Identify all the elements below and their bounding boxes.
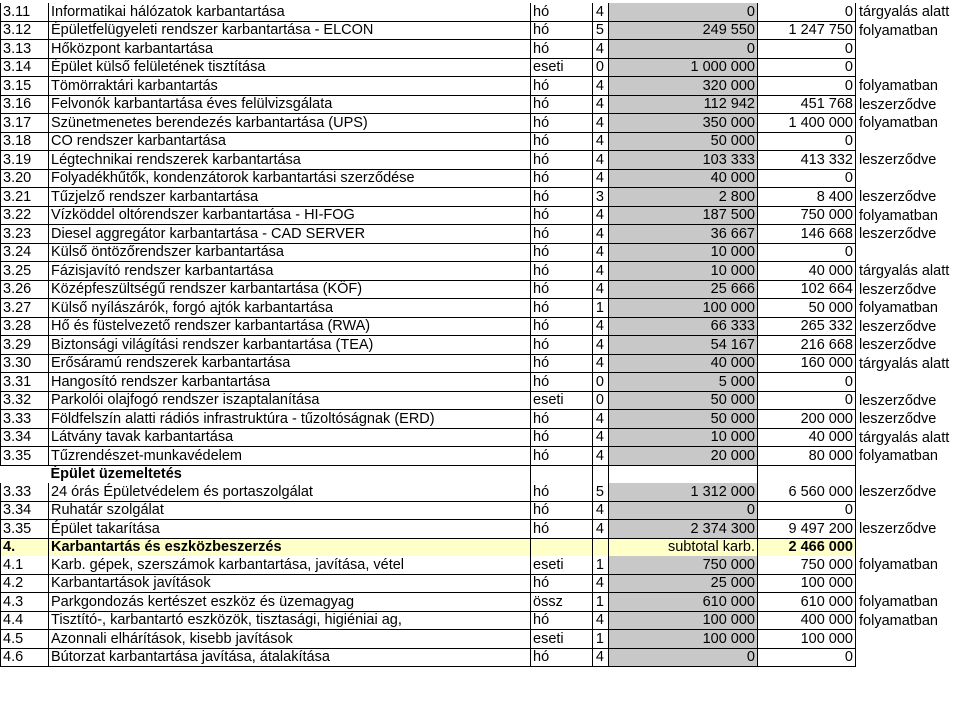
cell-unit-price[interactable]: 100 000 — [609, 611, 758, 630]
cell-total[interactable]: 40 000 — [758, 262, 856, 281]
cell-quantity[interactable]: 4 — [593, 574, 609, 593]
cell-unit-price[interactable]: 350 000 — [609, 114, 758, 133]
table-row — [1, 556, 960, 574]
cell-description[interactable]: Erősáramú rendszerek karbantartása — [49, 354, 531, 373]
cell-unit-price[interactable]: 10 000 — [609, 243, 758, 262]
cell-unit-price[interactable]: 249 550 — [609, 21, 758, 40]
cell-description[interactable]: Tömörraktári karbantartás — [49, 77, 531, 96]
cell-quantity[interactable]: 1 — [593, 299, 609, 318]
cell-total[interactable]: 0 — [758, 648, 856, 667]
table-row — [1, 354, 960, 373]
cell-unit[interactable]: hó — [531, 520, 593, 539]
cell-status[interactable]: leszerződve — [859, 337, 937, 353]
table-row — [1, 611, 960, 630]
cell-total[interactable]: 2 466 000 — [758, 538, 856, 556]
table-row — [1, 225, 960, 244]
cell-status[interactable] — [856, 630, 960, 649]
cell-status[interactable] — [856, 574, 960, 593]
cell-unit-price[interactable]: 112 942 — [609, 95, 758, 114]
category-header-row — [1, 538, 960, 556]
cell-quantity[interactable]: 4 — [593, 520, 609, 539]
cell-status[interactable]: leszerződve — [859, 152, 937, 168]
cell-total[interactable]: 100 000 — [758, 630, 856, 649]
cell-quantity[interactable]: 4 — [593, 648, 609, 667]
cell-description[interactable]: Földfelszín alatti rádiós infrastruktúra - tűzoltóságnak (ERD) — [49, 410, 531, 429]
cell-total[interactable]: 80 000 — [758, 447, 856, 466]
cell-status[interactable] — [856, 538, 960, 556]
cell-status[interactable]: leszerződve — [859, 484, 937, 500]
cell-status[interactable]: folyamatban — [859, 207, 938, 224]
table-row — [1, 520, 960, 539]
cell-unit[interactable]: hó — [531, 114, 593, 133]
cell-total[interactable]: 0 — [758, 132, 856, 151]
table-row — [1, 21, 960, 40]
cell-unit[interactable]: hó — [531, 206, 593, 225]
cell-status[interactable]: leszerződve — [859, 392, 937, 409]
cell-unit[interactable]: eseti — [531, 58, 593, 77]
cell-unit-price[interactable]: 2 800 — [609, 188, 758, 207]
cell-status[interactable] — [856, 648, 960, 667]
cell-quantity[interactable]: 1 — [593, 556, 609, 574]
cell-description[interactable]: Felvonók karbantartása éves felülvizsgálata — [49, 95, 531, 114]
cell-quantity[interactable]: 4 — [593, 169, 609, 188]
cell-total[interactable]: 146 668 — [758, 225, 856, 244]
cell-number[interactable]: 3.21 — [1, 188, 49, 207]
cell-quantity[interactable]: 4 — [593, 428, 609, 447]
cell-unit-price[interactable]: 10 000 — [609, 428, 758, 447]
cell-number[interactable]: 3.25 — [1, 262, 49, 281]
cell-unit-price[interactable]: subtotal karb. — [609, 538, 758, 556]
cell-description[interactable]: Légtechnikai rendszerek karbantartása — [49, 151, 531, 170]
table-row — [1, 501, 960, 520]
cell-quantity[interactable]: 4 — [593, 206, 609, 225]
cell-unit[interactable]: hó — [531, 95, 593, 114]
table-row — [1, 299, 960, 318]
maintenance-table — [0, 3, 960, 667]
cell-unit-price[interactable]: 1 312 000 — [609, 483, 758, 501]
cell-unit[interactable]: hó — [531, 188, 593, 207]
cell-number[interactable]: 4.3 — [1, 593, 49, 612]
cell-quantity[interactable]: 4 — [593, 132, 609, 151]
cell-quantity[interactable]: 4 — [593, 317, 609, 336]
cell-quantity[interactable]: 4 — [593, 243, 609, 262]
cell-number[interactable]: 4. — [1, 538, 49, 556]
table-row — [1, 391, 960, 410]
cell-quantity[interactable]: 5 — [593, 21, 609, 40]
cell-description[interactable]: Bútorzat karbantartása javítása, átalakítása — [49, 648, 531, 667]
cell-total[interactable]: 1 247 750 — [758, 21, 856, 40]
cell-unit[interactable]: eseti — [531, 391, 593, 410]
cell-unit[interactable]: hó — [531, 243, 593, 262]
cell-unit-price[interactable]: 20 000 — [609, 447, 758, 466]
cell-status[interactable] — [856, 40, 960, 59]
table-row — [1, 373, 960, 392]
cell-unit-price[interactable]: 0 — [609, 648, 758, 667]
cell-unit[interactable]: hó — [531, 280, 593, 299]
cell-description[interactable]: Fázisjavító rendszer karbantartása — [49, 262, 531, 281]
table-row — [1, 630, 960, 649]
cell-unit-price[interactable]: 2 374 300 — [609, 520, 758, 539]
cell-number[interactable]: 4.5 — [1, 630, 49, 649]
cell-unit[interactable]: hó — [531, 40, 593, 59]
table-row — [1, 40, 960, 59]
cell-description[interactable]: 24 órás Épületvédelem és portaszolgálat — [49, 483, 531, 501]
cell-unit-price[interactable]: 40 000 — [609, 169, 758, 188]
cell-total[interactable]: 200 000 — [758, 410, 856, 429]
cell-status[interactable]: tárgyalás alatt — [859, 429, 950, 446]
cell-quantity[interactable]: 5 — [593, 483, 609, 501]
cell-quantity[interactable]: 4 — [593, 611, 609, 630]
cell-number[interactable]: 4.4 — [1, 611, 49, 630]
cell-description[interactable]: Hő és füstelvezető rendszer karbantartása (RWA) — [49, 317, 531, 336]
cell-number[interactable]: 3.26 — [1, 280, 49, 299]
cell-total[interactable]: 451 768 — [758, 95, 856, 114]
cell-description[interactable]: Biztonsági világítási rendszer karbantartása (TEA) — [49, 336, 531, 355]
cell-total[interactable]: 0 — [758, 77, 856, 96]
cell-unit-price[interactable]: 54 167 — [609, 336, 758, 355]
cell-number[interactable]: 3.19 — [1, 151, 49, 170]
table-row — [1, 447, 960, 466]
cell-total[interactable]: 750 000 — [758, 556, 856, 574]
cell-number[interactable]: 3.15 — [1, 77, 49, 96]
cell-total[interactable]: 8 400 — [758, 188, 856, 207]
table-row — [1, 317, 960, 336]
cell-unit-price[interactable]: 100 000 — [609, 299, 758, 318]
table-row — [1, 280, 960, 299]
table-row — [1, 428, 960, 447]
cell-quantity[interactable]: 4 — [593, 77, 609, 96]
cell-status[interactable] — [856, 243, 960, 262]
cell-quantity[interactable]: 4 — [593, 40, 609, 59]
cell-unit-price[interactable]: 320 000 — [609, 77, 758, 96]
cell-description[interactable]: Szünetmenetes berendezés karbantartása (UPS) — [49, 114, 531, 133]
table-row — [1, 77, 960, 96]
cell-unit[interactable]: hó — [531, 225, 593, 244]
cell-status[interactable]: folyamatban — [859, 22, 938, 39]
cell-number[interactable]: 3.14 — [1, 58, 49, 77]
cell-unit[interactable]: hó — [531, 648, 593, 667]
cell-unit-price[interactable]: 5 000 — [609, 373, 758, 392]
cell-quantity[interactable]: 0 — [593, 391, 609, 410]
cell-unit[interactable]: hó — [531, 299, 593, 318]
cell-unit-price[interactable]: 50 000 — [609, 391, 758, 410]
cell-status[interactable]: folyamatban — [859, 448, 938, 464]
cell-quantity[interactable]: 4 — [593, 3, 609, 21]
cell-status[interactable] — [856, 58, 960, 77]
cell-number[interactable]: 3.30 — [1, 354, 49, 373]
cell-unit-price[interactable]: 0 — [609, 3, 758, 21]
cell-quantity[interactable]: 4 — [593, 151, 609, 170]
cell-description[interactable]: Épület takarítása — [49, 520, 531, 539]
cell-status[interactable]: leszerződve — [859, 96, 937, 113]
cell-total[interactable] — [758, 465, 856, 483]
cell-total[interactable]: 50 000 — [758, 299, 856, 318]
cell-description[interactable]: Parkgondozás kertészet eszköz és üzemagyag — [49, 593, 531, 612]
cell-total[interactable]: 9 497 200 — [758, 520, 856, 539]
cell-total[interactable]: 160 000 — [758, 354, 856, 373]
table-row — [1, 336, 960, 355]
table-row — [1, 593, 960, 612]
cell-unit-price[interactable]: 750 000 — [609, 556, 758, 574]
cell-number[interactable]: 3.20 — [1, 169, 49, 188]
cell-quantity[interactable]: 4 — [593, 262, 609, 281]
cell-unit-price[interactable]: 100 000 — [609, 630, 758, 649]
cell-number[interactable]: 3.28 — [1, 317, 49, 336]
cell-unit-price[interactable]: 1 000 000 — [609, 58, 758, 77]
cell-total[interactable]: 216 668 — [758, 336, 856, 355]
cell-total[interactable]: 0 — [758, 40, 856, 59]
cell-quantity[interactable]: 0 — [593, 373, 609, 392]
cell-unit[interactable]: hó — [531, 410, 593, 429]
cell-total[interactable]: 750 000 — [758, 206, 856, 225]
cell-number[interactable]: 3.29 — [1, 336, 49, 355]
cell-total[interactable]: 400 000 — [758, 611, 856, 630]
section-header-row — [1, 465, 960, 483]
cell-quantity[interactable]: 3 — [593, 188, 609, 207]
table-row — [1, 58, 960, 77]
cell-status[interactable] — [856, 465, 960, 483]
cell-number[interactable]: 4.6 — [1, 648, 49, 667]
cell-unit-price[interactable]: 50 000 — [609, 410, 758, 429]
cell-total[interactable]: 413 332 — [758, 151, 856, 170]
cell-unit[interactable]: hó — [531, 336, 593, 355]
cell-unit[interactable]: hó — [531, 169, 593, 188]
cell-unit-price[interactable]: 40 000 — [609, 354, 758, 373]
cell-total[interactable]: 0 — [758, 243, 856, 262]
cell-number[interactable]: 3.33 — [1, 483, 49, 501]
cell-unit[interactable]: hó — [531, 262, 593, 281]
cell-number[interactable]: 3.33 — [1, 410, 49, 429]
cell-unit[interactable]: hó — [531, 373, 593, 392]
cell-description[interactable]: Diesel aggregátor karbantartása - CAD SERVER — [49, 225, 531, 244]
cell-status[interactable]: leszerződve — [859, 281, 937, 298]
cell-unit[interactable]: hó — [531, 132, 593, 151]
cell-number[interactable]: 3.31 — [1, 373, 49, 392]
cell-unit-price[interactable]: 0 — [609, 501, 758, 520]
cell-status[interactable]: folyamatban — [859, 300, 938, 316]
cell-description[interactable]: Karb. gépek, szerszámok karbantartása, javítása, vétel — [49, 556, 531, 574]
table-row — [1, 132, 960, 151]
cell-unit[interactable]: hó — [531, 3, 593, 21]
cell-number[interactable]: 3.34 — [1, 428, 49, 447]
cell-description[interactable]: Épület külső felületének tisztítása — [49, 58, 531, 77]
cell-total[interactable]: 0 — [758, 169, 856, 188]
cell-total[interactable]: 610 000 — [758, 593, 856, 612]
cell-unit[interactable]: hó — [531, 428, 593, 447]
cell-status[interactable] — [856, 132, 960, 151]
table-row — [1, 188, 960, 207]
spreadsheet — [0, 3, 960, 667]
cell-number[interactable]: 3.12 — [1, 21, 49, 40]
cell-unit-price[interactable]: 103 333 — [609, 151, 758, 170]
cell-total[interactable]: 102 664 — [758, 280, 856, 299]
cell-unit[interactable] — [531, 465, 593, 483]
cell-quantity[interactable] — [593, 465, 609, 483]
cell-status[interactable]: leszerződve — [859, 189, 937, 205]
cell-number[interactable]: 3.13 — [1, 40, 49, 59]
cell-unit-price[interactable]: 25 000 — [609, 574, 758, 593]
table-row — [1, 243, 960, 262]
cell-number[interactable]: 3.32 — [1, 391, 49, 410]
cell-status[interactable]: folyamatban — [859, 557, 938, 573]
cell-unit[interactable]: hó — [531, 483, 593, 501]
table-row — [1, 574, 960, 593]
cell-description[interactable]: Látvány tavak karbantartása — [49, 428, 531, 447]
cell-number[interactable]: 4.1 — [1, 556, 49, 574]
table-row — [1, 262, 960, 281]
cell-number[interactable]: 3.22 — [1, 206, 49, 225]
cell-description[interactable]: Tűzjelző rendszer karbantartása — [49, 188, 531, 207]
cell-quantity[interactable]: 4 — [593, 447, 609, 466]
table-row — [1, 151, 960, 170]
cell-number[interactable]: 3.23 — [1, 225, 49, 244]
cell-description[interactable]: Hőközpont karbantartása — [49, 40, 531, 59]
cell-number[interactable]: 3.34 — [1, 501, 49, 520]
cell-number[interactable]: 3.35 — [1, 447, 49, 466]
cell-quantity[interactable]: 4 — [593, 280, 609, 299]
cell-unit-price[interactable]: 66 333 — [609, 317, 758, 336]
cell-description[interactable]: Külső nyílászárók, forgó ajtók karbantartása — [49, 299, 531, 318]
cell-quantity[interactable]: 4 — [593, 95, 609, 114]
cell-status[interactable]: folyamatban — [859, 115, 938, 131]
cell-status[interactable]: tárgyalás alatt — [859, 4, 950, 20]
cell-description[interactable]: Parkolói olajfogó rendszer iszaptalanítása — [49, 391, 531, 410]
cell-unit-price[interactable]: 10 000 — [609, 262, 758, 281]
cell-status[interactable] — [856, 169, 960, 188]
table-row — [1, 114, 960, 133]
cell-total[interactable]: 0 — [758, 3, 856, 21]
cell-unit[interactable]: hó — [531, 611, 593, 630]
cell-quantity[interactable]: 0 — [593, 58, 609, 77]
cell-unit[interactable]: hó — [531, 574, 593, 593]
cell-description[interactable]: Épület üzemeltetés — [50, 466, 182, 482]
table-row — [1, 483, 960, 501]
cell-unit[interactable]: hó — [531, 151, 593, 170]
cell-unit-price[interactable]: 36 667 — [609, 225, 758, 244]
cell-description[interactable]: Karbantartás és eszközbeszerzés — [49, 538, 531, 556]
cell-unit[interactable]: hó — [531, 354, 593, 373]
cell-total[interactable]: 6 560 000 — [758, 483, 856, 501]
cell-status[interactable]: tárgyalás alatt — [859, 263, 950, 279]
cell-unit-price[interactable]: 187 500 — [609, 206, 758, 225]
cell-number[interactable]: 3.24 — [1, 243, 49, 262]
cell-status[interactable]: leszerződve — [859, 521, 937, 537]
cell-description[interactable]: Azonnali elhárítások, kisebb javítások — [49, 630, 531, 649]
cell-description[interactable]: Vízköddel oltórendszer karbantartása - HI-FOG — [49, 206, 531, 225]
cell-description[interactable]: Tűzrendészet-munkavédelem — [49, 447, 531, 466]
cell-number[interactable]: 3.27 — [1, 299, 49, 318]
cell-quantity[interactable]: 4 — [593, 114, 609, 133]
cell-status[interactable]: leszerződve — [859, 226, 937, 242]
cell-quantity[interactable]: 1 — [593, 630, 609, 649]
cell-number[interactable]: 3.11 — [1, 3, 49, 21]
cell-unit-price[interactable]: 0 — [609, 40, 758, 59]
cell-description[interactable]: Folyadékhűtők, kondenzátorok karbantartási szerződése — [49, 169, 531, 188]
cell-description[interactable]: Külső öntözőrendszer karbantartása — [49, 243, 531, 262]
cell-number[interactable]: 3.18 — [1, 132, 49, 151]
table-row — [1, 206, 960, 225]
table-row — [1, 169, 960, 188]
cell-total[interactable]: 0 — [758, 501, 856, 520]
cell-unit[interactable]: hó — [531, 317, 593, 336]
cell-status[interactable] — [856, 501, 960, 520]
cell-description[interactable]: Tisztító-, karbantartó eszközök, tisztasági, higiéniai ag, — [49, 611, 531, 630]
cell-quantity[interactable]: 4 — [593, 336, 609, 355]
cell-total[interactable]: 1 400 000 — [758, 114, 856, 133]
cell-total[interactable]: 0 — [758, 391, 856, 410]
cell-number[interactable]: 4.2 — [1, 574, 49, 593]
cell-status[interactable]: leszerződve — [859, 411, 937, 427]
cell-unit[interactable]: hó — [531, 447, 593, 466]
cell-unit-price[interactable]: 610 000 — [609, 593, 758, 612]
cell-number[interactable]: 3.35 — [1, 520, 49, 539]
cell-total[interactable]: 265 332 — [758, 317, 856, 336]
cell-quantity[interactable]: 4 — [593, 354, 609, 373]
cell-status[interactable]: tárgyalás alatt — [859, 355, 950, 372]
cell-status[interactable]: folyamatban — [859, 594, 938, 610]
cell-quantity[interactable]: 4 — [593, 225, 609, 244]
cell-number[interactable]: 3.16 — [1, 95, 49, 114]
cell-description[interactable]: Karbantartások javítások — [49, 574, 531, 593]
cell-unit[interactable]: hó — [531, 21, 593, 40]
cell-unit-price[interactable]: 50 000 — [609, 132, 758, 151]
cell-unit[interactable]: hó — [531, 501, 593, 520]
cell-unit-price[interactable]: 25 666 — [609, 280, 758, 299]
cell-quantity[interactable] — [593, 538, 609, 556]
cell-quantity[interactable]: 4 — [593, 410, 609, 429]
cell-status[interactable] — [856, 373, 960, 392]
cell-unit[interactable]: hó — [531, 77, 593, 96]
cell-unit[interactable]: eseti — [531, 556, 593, 574]
cell-unit[interactable]: össz — [531, 593, 593, 612]
cell-quantity[interactable]: 4 — [593, 501, 609, 520]
cell-number[interactable]: 3.17 — [1, 114, 49, 133]
table-row — [1, 648, 960, 667]
cell-description[interactable]: Informatikai hálózatok karbantartása — [49, 3, 531, 21]
cell-description[interactable]: Hangosító rendszer karbantartása — [49, 373, 531, 392]
cell-total[interactable]: 0 — [758, 58, 856, 77]
cell-status[interactable]: leszerződve — [859, 318, 937, 335]
cell-description[interactable]: Középfeszültségű rendszer karbantartása (KÖF) — [49, 280, 531, 299]
cell-unit[interactable]: eseti — [531, 630, 593, 649]
cell-unit-price[interactable] — [609, 465, 758, 483]
cell-unit[interactable] — [531, 538, 593, 556]
cell-total[interactable]: 100 000 — [758, 574, 856, 593]
cell-total[interactable]: 40 000 — [758, 428, 856, 447]
cell-total[interactable]: 0 — [758, 373, 856, 392]
cell-number[interactable] — [1, 465, 49, 483]
table-row — [1, 410, 960, 429]
cell-status[interactable]: folyamatban — [859, 612, 938, 629]
cell-status[interactable]: folyamatban — [859, 78, 938, 94]
cell-description[interactable]: Épületfelügyeleti rendszer karbantartása - ELCON — [49, 21, 531, 40]
cell-quantity[interactable]: 1 — [593, 593, 609, 612]
cell-description[interactable]: CO rendszer karbantartása — [49, 132, 531, 151]
cell-description[interactable]: Ruhatár szolgálat — [49, 501, 531, 520]
table-row — [1, 95, 960, 114]
table-row — [1, 3, 960, 21]
